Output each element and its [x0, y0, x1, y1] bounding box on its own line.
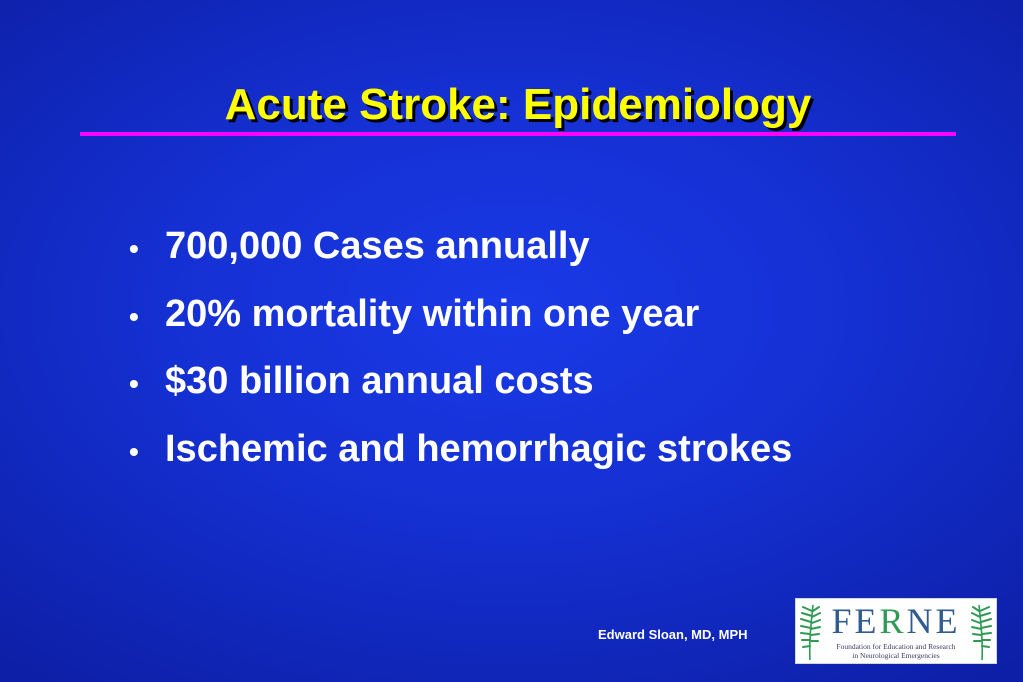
palm-frond-icon: [971, 602, 993, 662]
logo-letter: R: [879, 601, 907, 641]
palm-frond-icon: [799, 602, 821, 662]
logo-letter: E: [854, 601, 880, 641]
logo-subtitle: [822, 642, 970, 660]
logo-subtitle-line2: in Neurological Emergencies: [852, 651, 940, 660]
bullet-text: 20% mortality within one year: [165, 292, 700, 335]
bullet-list: [129, 214, 792, 484]
bullet-icon: •: [129, 233, 139, 264]
bullet-item-mortality: [129, 282, 792, 350]
slide-title: Acute Stroke: Epidemiology: [224, 80, 812, 129]
bullet-icon: •: [129, 300, 139, 332]
logo-wordmark: [822, 602, 970, 640]
bullet-item-types: [129, 417, 792, 485]
bullet-item-costs: [129, 349, 792, 417]
logo-subtitle-line1: Foundation for Education and Research: [836, 642, 956, 651]
bullet-icon: •: [129, 368, 139, 399]
bullet-icon: •: [129, 435, 139, 467]
logo-letter: E: [935, 601, 961, 641]
logo-letter: N: [906, 601, 936, 641]
bullet-text: $30 billion annual costs: [165, 360, 594, 402]
bullet-text: 700,000 Cases annually: [165, 225, 590, 267]
bullet-item-cases: [129, 214, 792, 282]
author-credit: Edward Sloan, MD, MPH: [598, 627, 748, 642]
title-underline: [80, 132, 956, 136]
bullet-text: Ischemic and hemorrhagic strokes: [165, 427, 793, 470]
ferne-logo: [795, 598, 997, 664]
logo-letter: F: [831, 601, 855, 641]
